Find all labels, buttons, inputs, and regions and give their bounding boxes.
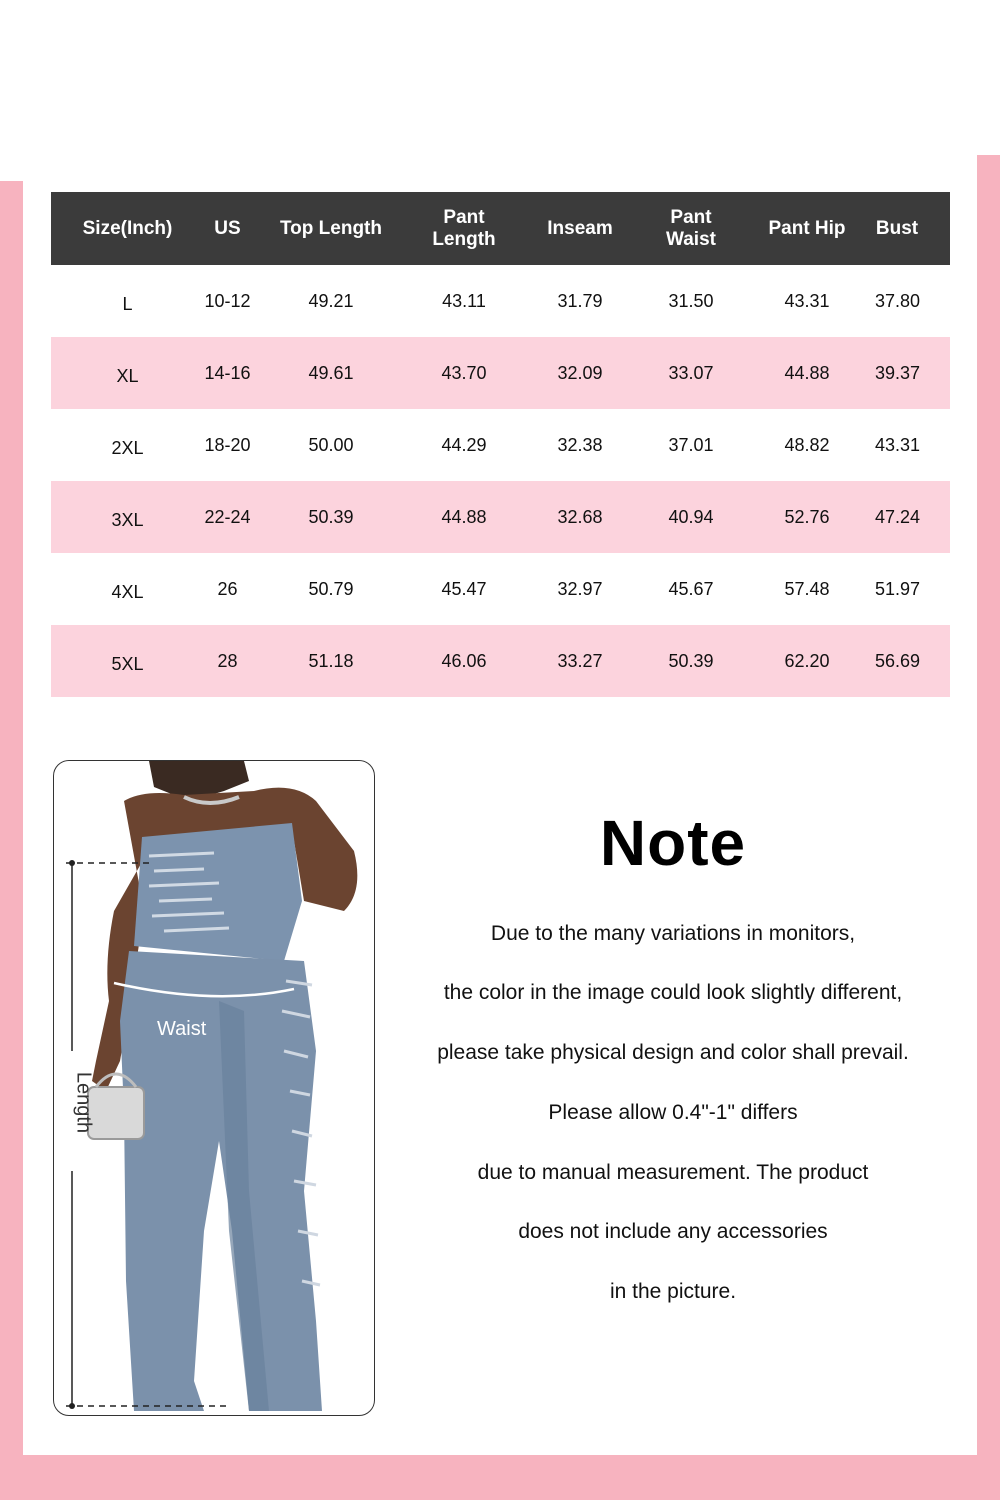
header-pant-length: Pant Length: [432, 206, 496, 250]
cell-pant-length: 44.88: [441, 506, 487, 527]
note-line: the color in the image could look slightly different,: [443, 981, 903, 1004]
cell-bust: 39.37: [875, 362, 921, 383]
note-line: does not include any accessories: [518, 1220, 828, 1243]
cell-pant-hip: 57.48: [784, 578, 830, 599]
cell-pant-hip: 43.31: [784, 290, 830, 311]
note-title: Note: [599, 807, 747, 879]
cell-top-length: 50.79: [308, 578, 354, 599]
cell-us: 22-24: [204, 506, 251, 527]
cell-top-length: 50.00: [308, 434, 354, 455]
cell-inseam: 31.79: [557, 290, 603, 311]
cell-pant-length: 44.29: [441, 434, 487, 455]
cell-inseam: 32.68: [557, 506, 603, 527]
cell-pant-length: 45.47: [441, 578, 487, 599]
cell-bust: 43.31: [875, 434, 921, 455]
cell-us: 28: [217, 650, 238, 671]
cell-size: 4XL: [111, 581, 144, 602]
table-row: [51, 553, 950, 625]
table-row: [51, 409, 950, 481]
cell-size: 2XL: [111, 437, 144, 458]
cell-pant-length: 43.70: [441, 362, 487, 383]
cell-pant-waist: 31.50: [668, 290, 714, 311]
header-pant-waist: Pant Waist: [666, 206, 716, 250]
note-line: Please allow 0.4"-1" differs: [548, 1101, 798, 1124]
cell-pant-hip: 52.76: [784, 506, 830, 527]
cell-pant-waist: 50.39: [668, 650, 714, 671]
table-row: [51, 625, 950, 697]
cell-pant-length: 46.06: [441, 650, 487, 671]
cell-us: 26: [217, 578, 238, 599]
header-pant-hip: Pant Hip: [768, 217, 846, 239]
table-row: [51, 337, 950, 409]
cell-bust: 37.80: [875, 290, 921, 311]
cell-pant-hip: 62.20: [784, 650, 830, 671]
pink-frame-right: [977, 155, 1000, 1500]
cell-top-length: 50.39: [308, 506, 354, 527]
cell-inseam: 33.27: [557, 650, 603, 671]
model-illustration: [54, 761, 375, 1416]
header-us: US: [214, 217, 241, 239]
cell-pant-hip: 48.82: [784, 434, 830, 455]
note-line: please take physical design and color shall prevail.: [437, 1041, 909, 1064]
size-chart-table: [51, 192, 950, 697]
cell-size: 5XL: [111, 653, 144, 674]
cell-pant-waist: 33.07: [668, 362, 714, 383]
cell-bust: 51.97: [875, 578, 921, 599]
pink-frame-bottom: [0, 1455, 1000, 1500]
length-label: Length: [72, 1071, 95, 1134]
cell-size: L: [122, 293, 133, 314]
cell-bust: 47.24: [875, 506, 921, 527]
cell-size: XL: [116, 365, 139, 386]
cell-us: 10-12: [204, 290, 251, 311]
cell-pant-waist: 40.94: [668, 506, 714, 527]
pink-frame-left: [0, 181, 23, 1500]
table-header-row: [51, 192, 950, 265]
header-top-length: Top Length: [279, 217, 382, 239]
cell-pant-waist: 37.01: [668, 434, 714, 455]
cell-pant-hip: 44.88: [784, 362, 830, 383]
table-row: [51, 481, 950, 553]
cell-top-length: 51.18: [308, 650, 354, 671]
header-inseam: Inseam: [547, 217, 613, 239]
cell-top-length: 49.21: [308, 290, 354, 311]
table-row: [51, 265, 950, 337]
cell-pant-waist: 45.67: [668, 578, 714, 599]
cell-top-length: 49.61: [308, 362, 354, 383]
waist-label: Waist: [157, 1018, 207, 1040]
cell-inseam: 32.97: [557, 578, 603, 599]
cell-inseam: 32.38: [557, 434, 603, 455]
cell-size: 3XL: [111, 509, 144, 530]
product-photo-diagram: [53, 760, 375, 1416]
cell-us: 14-16: [204, 362, 251, 383]
header-size: Size(Inch): [82, 217, 173, 239]
note-line: in the picture.: [609, 1280, 737, 1303]
header-bust: Bust: [875, 217, 919, 239]
cell-us: 18-20: [204, 434, 251, 455]
note-line: Due to the many variations in monitors,: [490, 922, 856, 945]
note-line: due to manual measurement. The product: [477, 1161, 869, 1184]
cell-pant-length: 43.11: [442, 290, 486, 311]
cell-bust: 56.69: [875, 650, 921, 671]
cell-inseam: 32.09: [557, 362, 603, 383]
